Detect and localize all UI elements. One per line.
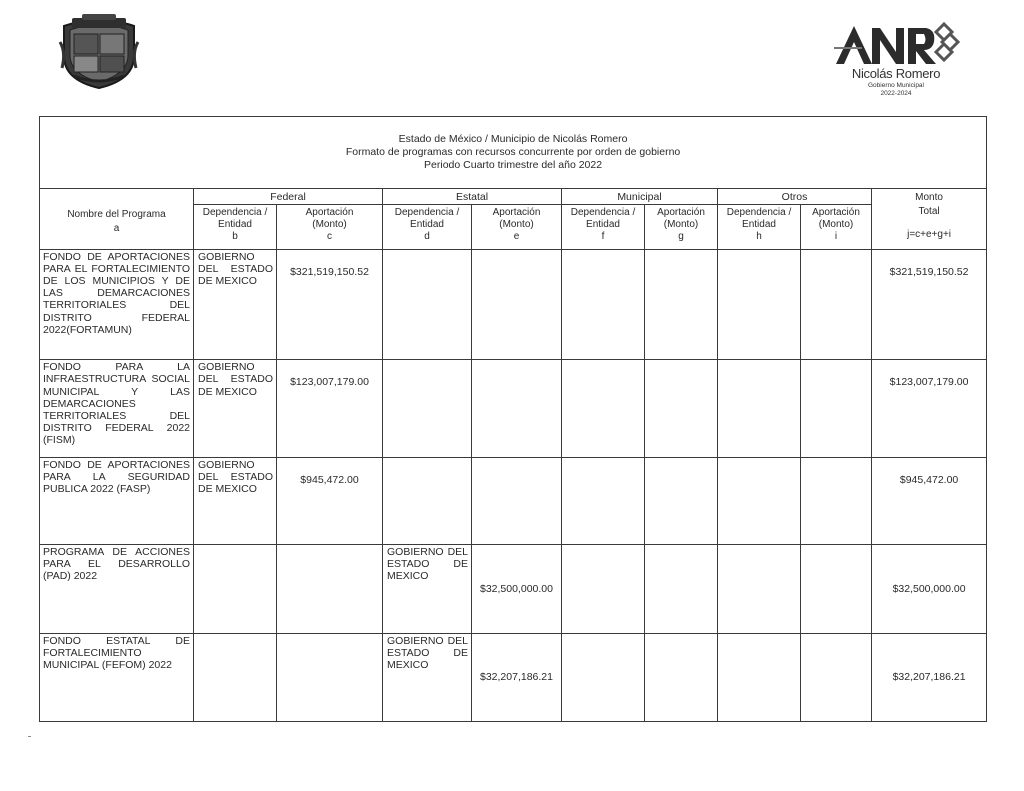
municipal-amount [645,633,718,721]
otros-entity [718,249,801,360]
estatal-entity [383,249,472,360]
estatal-amount [472,457,562,544]
total-amount: $32,207,186.21 [872,633,987,721]
municipal-apor-header: Aportación (Monto) g [645,205,718,249]
monto-total-header: Monto Total j=c+e+g+i [872,189,987,249]
estatal-entity [383,457,472,544]
otros-amount [801,633,872,721]
municipal-amount [645,457,718,544]
table-row [40,633,987,721]
otros-entity [718,360,801,457]
title-line-3: Periodo Cuarto trimestre del año 2022 [424,159,603,172]
otros-entity [718,633,801,721]
program-name: PROGRAMA DE ACCIONES PARA EL DESARROLLO (PAD) 2022 [40,545,194,633]
federal-entity [194,633,277,721]
document-title [40,117,987,189]
municipal-logo [832,20,960,112]
municipal-group-header: Municipal [562,189,718,205]
otros-amount [801,360,872,457]
logo-name: Nicolás Romero [851,66,941,81]
estatal-amount: $32,207,186.21 [472,633,562,721]
federal-amount [277,633,383,721]
municipal-entity [562,457,645,544]
title-line-1: Estado de México / Municipio de Nicolás Romero [398,133,628,146]
estatal-apor-header: Aportación (Monto) e [472,205,562,249]
federal-entity [194,545,277,633]
total-amount: $945,472.00 [872,457,987,544]
estatal-entity: GOBIERNO DEL ESTADO DE MEXICO [383,633,472,721]
total-amount: $123,007,179.00 [872,360,987,457]
federal-amount: $321,519,150.52 [277,249,383,360]
otros-dep-header: Dependencia / Entidad h [718,205,801,249]
municipal-amount [645,360,718,457]
estatal-amount [472,360,562,457]
federal-group-header: Federal [194,189,383,205]
program-name: FONDO DE APORTACIONES PARA LA SEGURIDAD PUBLICA 2022 (FASP) [40,457,194,544]
federal-apor-header: Aportación (Monto) c [277,205,383,249]
otros-entity [718,457,801,544]
total-amount: $321,519,150.52 [872,249,987,360]
estatal-amount: $32,500,000.00 [472,545,562,633]
estatal-entity: GOBIERNO DEL ESTADO DE MEXICO [383,545,472,633]
otros-amount [801,545,872,633]
federal-dep-header: Dependencia / Entidad b [194,205,277,249]
municipal-entity [562,249,645,360]
federal-amount: $945,472.00 [277,457,383,544]
federal-amount: $123,007,179.00 [277,360,383,457]
table-row [40,545,987,633]
program-name: FONDO DE APORTACIONES PARA EL FORTALECIMIENTO DE LOS MUNICIPIOS Y DE LAS DEMARCACIONES TERRITORIALES DEL DISTRITO FEDERAL 2022(FORTAMUN) [40,249,194,360]
municipal-entity [562,360,645,457]
logo-subtitle: Gobierno Municipal [867,82,924,89]
otros-group-header: Otros [718,189,872,205]
table-row [40,457,987,544]
otros-amount [801,457,872,544]
title-row [40,117,987,189]
total-amount: $32,500,000.00 [872,545,987,633]
federal-entity: GOBIERNO DEL ESTADO DE MEXICO [194,249,277,360]
federal-entity: GOBIERNO DEL ESTADO DE MEXICO [194,360,277,457]
federal-amount [277,545,383,633]
estatal-entity [383,360,472,457]
municipal-amount [645,249,718,360]
table-row [40,249,987,360]
otros-entity [718,545,801,633]
otros-amount [801,249,872,360]
estatal-group-header: Estatal [383,189,562,205]
federal-entity: GOBIERNO DEL ESTADO DE MEXICO [194,457,277,544]
otros-apor-header: Aportación (Monto) i [801,205,872,249]
program-name-header: Nombre del Programa a [40,189,194,249]
program-name: FONDO ESTATAL DE FORTALECIMIENTO MUNICIPAL (FEFOM) 2022 [40,633,194,721]
estatal-amount [472,249,562,360]
programs-table [39,116,987,722]
state-seal-logo [58,12,140,90]
municipal-amount [645,545,718,633]
program-name: FONDO PARA LA INFRAESTRUCTURA SOCIAL MUNICIPAL Y LAS DEMARCACIONES TERRITORIALES DEL DISTRITO FEDERAL 2022 (FISM) [40,360,194,457]
scan-mark [28,736,31,737]
group-header-row [40,189,987,205]
title-line-2: Formato de programas con recursos concurrente por orden de gobierno [345,146,681,159]
municipal-dep-header: Dependencia / Entidad f [562,205,645,249]
municipal-entity [562,545,645,633]
estatal-dep-header: Dependencia / Entidad d [383,205,472,249]
municipal-entity [562,633,645,721]
table-row [40,360,987,457]
logo-years: 2022-2024 [880,90,912,97]
